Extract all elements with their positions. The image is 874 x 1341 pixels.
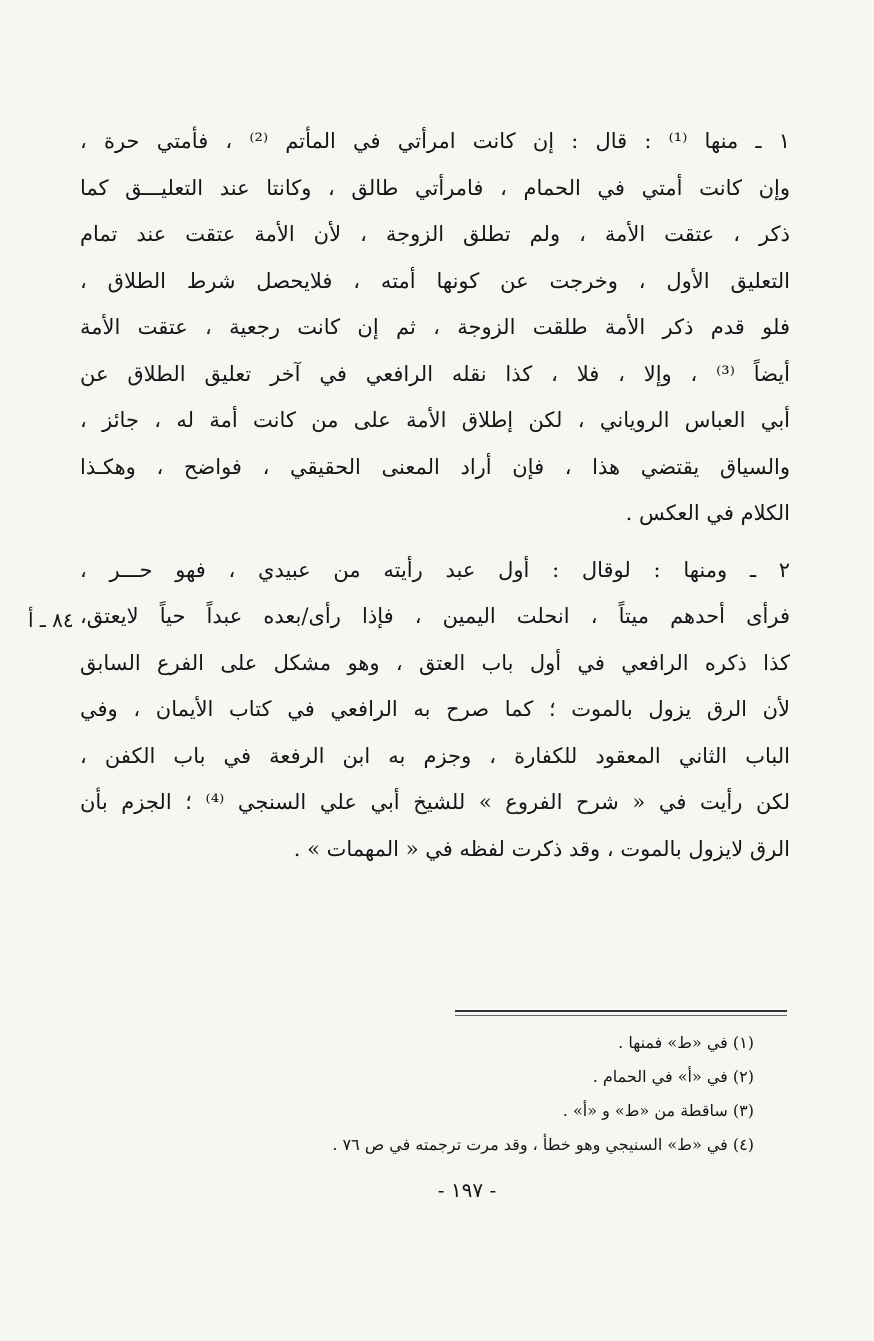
footnote: (٤) في «ط» السنيجي وهو خطأ ، وقد مرت ترجمته في ص ٧٦ . — [332, 1135, 754, 1154]
text-line: الرق لايزول بالموت ، وقد ذكرت لفظه في « المهمات » . — [293, 836, 790, 861]
footnote: (٢) في «أ» في الحمام . — [592, 1067, 754, 1086]
text-line: التعليق الأول ، وخرجت عن كونها أمته ، فلايحصل شرط الطلاق ، — [80, 268, 790, 293]
text-line: الكلام في العكس . — [625, 501, 790, 525]
footnote: (٣) ساقطة من «ط» و «أ» . — [562, 1101, 754, 1120]
text-line: ذكر ، عتقت الأمة ، ولم تطلق الزوجة ، لأن الأمة عتقت عند تمام — [80, 222, 790, 246]
text-line: فلو قدم ذكر الأمة طلقت الزوجة ، ثم إن كانت رجعية ، عتقت الأمة — [80, 315, 790, 339]
text-line: لكن رأيت في « شرح الفروع » للشيخ أبي علي السنجي ⁽⁴⁾ ؛ الجزم بأن — [80, 790, 790, 814]
text-line: أيضاً ⁽³⁾ ، وإلا ، فلا ، كذا نقله الرافعي في آخر تعليق الطلاق عن — [80, 361, 790, 386]
text-line: لأن الرق يزول بالموت ؛ كما صرح به الرافعي في كتاب الأيمان ، وفي — [80, 697, 790, 721]
footnote: (١) في «ط» فمنها . — [618, 1033, 754, 1052]
paragraph-gap — [80, 537, 790, 547]
footnote-divider-thin — [455, 1015, 787, 1016]
text-line: أبي العباس الروياني ، لكن إطلاق الأمة على من كانت أمة له ، جائز ، — [80, 408, 790, 432]
text-line: فرأى أحدهم ميتاً ، انحلت اليمين ، فإذا رأى/بعده عبداً حياً لايعتق، — [80, 604, 790, 628]
footnote-divider — [455, 1010, 787, 1012]
page-number: - ١٩٧ - — [437, 1178, 497, 1202]
text-line: ٢ ـ ومنها : لوقال : أول عبد رأيته من عبيدي ، فهو حـــر ، — [80, 557, 790, 582]
text-line: الباب الثاني المعقود للكفارة ، وجزم به ابن الرفعة في باب الكفن ، — [80, 743, 790, 768]
text-line: كذا ذكره الرافعي في أول باب العتق ، وهو مشكل على الفرع السابق — [80, 650, 790, 675]
footnotes — [332, 1026, 754, 1162]
text-line: ١ ـ منها ⁽¹⁾ : قال : إن كانت امرأتي في المأتم ⁽²⁾ ، فأمتي حرة ، — [80, 129, 790, 153]
text-line: والسياق يقتضي هذا ، فإن أراد المعنى الحقيقي ، فواضح ، وهكـذا — [80, 454, 790, 479]
text-line: وإن كانت أمتي في الحمام ، فامرأتي طالق ، وكانتا عند التعليـــق كما — [80, 175, 790, 200]
main-text — [80, 118, 790, 872]
margin-folio-note: ٨٤ ـ أ — [28, 608, 74, 632]
